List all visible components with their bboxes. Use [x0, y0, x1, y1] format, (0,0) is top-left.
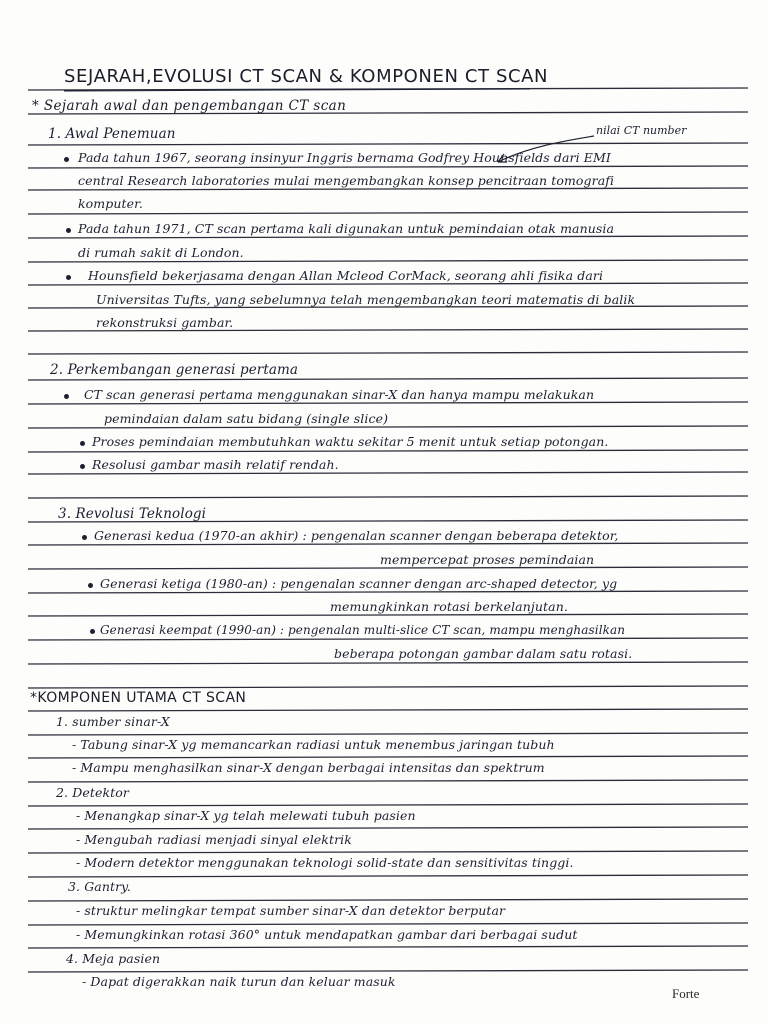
bullet-icon: [88, 583, 93, 588]
list-item: memungkinkan rotasi berkelanjutan.: [330, 599, 568, 614]
list-item: Generasi kedua (1970-an akhir) : pengenalan scanner dengan beberapa detektor,: [94, 528, 619, 543]
bullet-icon: [80, 464, 85, 469]
list-item: central Research laboratories mulai mengembangkan konsep pencitraan tomografi: [78, 173, 615, 188]
list-item: komputer.: [78, 196, 143, 211]
bullet-icon: [82, 535, 87, 540]
list-item: Proses pemindaian membutuhkan waktu sekitar 5 menit untuk setiap potongan.: [92, 434, 609, 449]
bullet-icon: [64, 157, 69, 162]
list-item: Pada tahun 1971, CT scan pertama kali digunakan untuk pemindaian otak manusia: [78, 221, 615, 236]
subheading-revolusi-teknologi: 3. Revolusi Teknologi: [58, 506, 207, 522]
list-item: - Modern detektor menggunakan teknologi solid-state dan sensitivitas tinggi.: [76, 855, 574, 870]
list-item: pemindaian dalam satu bidang (single slice): [104, 411, 389, 426]
subheading-meja-pasien: 4. Meja pasien: [66, 951, 161, 966]
section-heading-sejarah: * Sejarah awal dan pengembangan CT scan: [32, 98, 347, 114]
annotation-nilai-ct: nilai CT number: [596, 124, 687, 137]
list-item: beberapa potongan gambar dalam satu rotasi.: [334, 646, 633, 661]
list-item: - Menangkap sinar-X yg telah melewati tubuh pasien: [76, 808, 416, 823]
page-title: SEJARAH,EVOLUSI CT SCAN & KOMPONEN CT SCAN: [64, 66, 549, 87]
subheading-detektor: 2. Detektor: [56, 785, 129, 800]
list-item: CT scan generasi pertama menggunakan sinar-X dan hanya mampu melakukan: [84, 387, 595, 402]
list-item: - struktur melingkar tempat sumber sinar-X dan detektor berputar: [76, 903, 506, 918]
section-heading-komponen: *KOMPONEN UTAMA CT SCAN: [30, 690, 247, 706]
list-item: Pada tahun 1967, seorang insinyur Inggris bernama Godfrey Hounsfields dari EMI: [78, 150, 611, 165]
list-item: - Tabung sinar-X yg memancarkan radiasi untuk menembus jaringan tubuh: [72, 737, 555, 752]
subheading-generasi-pertama: 2. Perkembangan generasi pertama: [50, 362, 299, 378]
list-item: mempercepat proses pemindaian: [380, 552, 595, 567]
list-item: Generasi keempat (1990-an) : pengenalan multi-slice CT scan, mampu menghasilkan: [100, 623, 626, 637]
bullet-icon: [64, 394, 69, 399]
list-item: Hounsfield bekerjasama dengan Allan Mcleod CorMack, seorang ahli fisika dari: [88, 268, 604, 283]
list-item: Generasi ketiga (1980-an) : pengenalan scanner dengan arc-shaped detector, yg: [100, 576, 618, 591]
list-item: Universitas Tufts, yang sebelumnya telah mengembangkan teori matematis di balik: [96, 292, 636, 307]
bullet-icon: [90, 629, 95, 634]
list-item: - Mampu menghasilkan sinar-X dengan berbagai intensitas dan spektrum: [72, 760, 545, 775]
subheading-sumber-sinar: 1. sumber sinar-X: [56, 714, 170, 729]
bullet-icon: [80, 441, 85, 446]
bullet-icon: [66, 275, 71, 280]
list-item: di rumah sakit di London.: [78, 245, 244, 260]
subheading-awal-penemuan: 1. Awal Penemuan: [48, 126, 176, 142]
list-item: Resolusi gambar masih relatif rendah.: [92, 457, 339, 472]
list-item: rekonstruksi gambar.: [96, 315, 234, 330]
list-item: - Mengubah radiasi menjadi sinyal elektrik: [76, 832, 352, 847]
subheading-gantry: 3. Gantry.: [68, 879, 131, 894]
list-item: - Memungkinkan rotasi 360° untuk mendapatkan gambar dari berbagai sudut: [76, 927, 578, 942]
brand-footer: Forte: [672, 986, 700, 1001]
bullet-icon: [66, 228, 71, 233]
list-item: - Dapat digerakkan naik turun dan keluar masuk: [82, 974, 396, 989]
